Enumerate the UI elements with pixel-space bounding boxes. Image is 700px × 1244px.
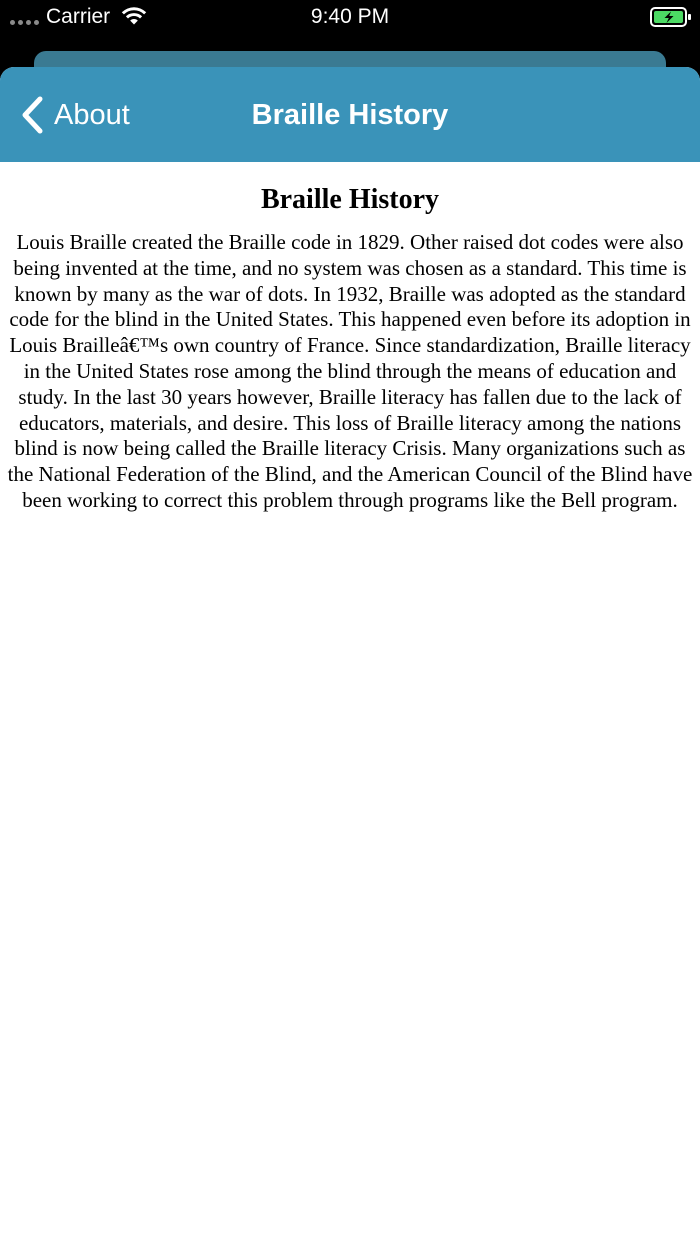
- modal-sheet: [0, 67, 700, 1244]
- page-heading: Braille History: [260, 184, 440, 215]
- battery-charging-icon: [650, 6, 692, 28]
- body-text: Louis Braille created the Braille code in 1829. Other raised dot codes were also being invented at the time, and no system was chosen as a standard. This time is known by many as the war of dots. In 1932, Braille was adopted as the standard code for the blind in the United States. This happened even before its adoption in Louis Brailleâ€™s own country of France. Since standardization, Braille literacy in the United States rose among the blind through the means of education and study. In the last 30 years however, Braille literacy has fallen due to the lack of educators, materials, and desire. This loss of Braille literacy among the nations blind is now being called the Braille literacy Crisis. Many organizations such as the National Federation of the Blind, and the American Council of the Blind have been working to correct this problem through programs like the Bell program.: [7, 230, 693, 512]
- status-bar: [0, 0, 700, 44]
- navigation-bar: [0, 67, 700, 162]
- content-area: [0, 183, 700, 514]
- carrier-label: Carrier: [46, 5, 111, 28]
- back-button-label: About: [54, 99, 130, 131]
- status-time: 9:40 PM: [310, 5, 390, 28]
- nav-title: Braille History: [251, 99, 449, 131]
